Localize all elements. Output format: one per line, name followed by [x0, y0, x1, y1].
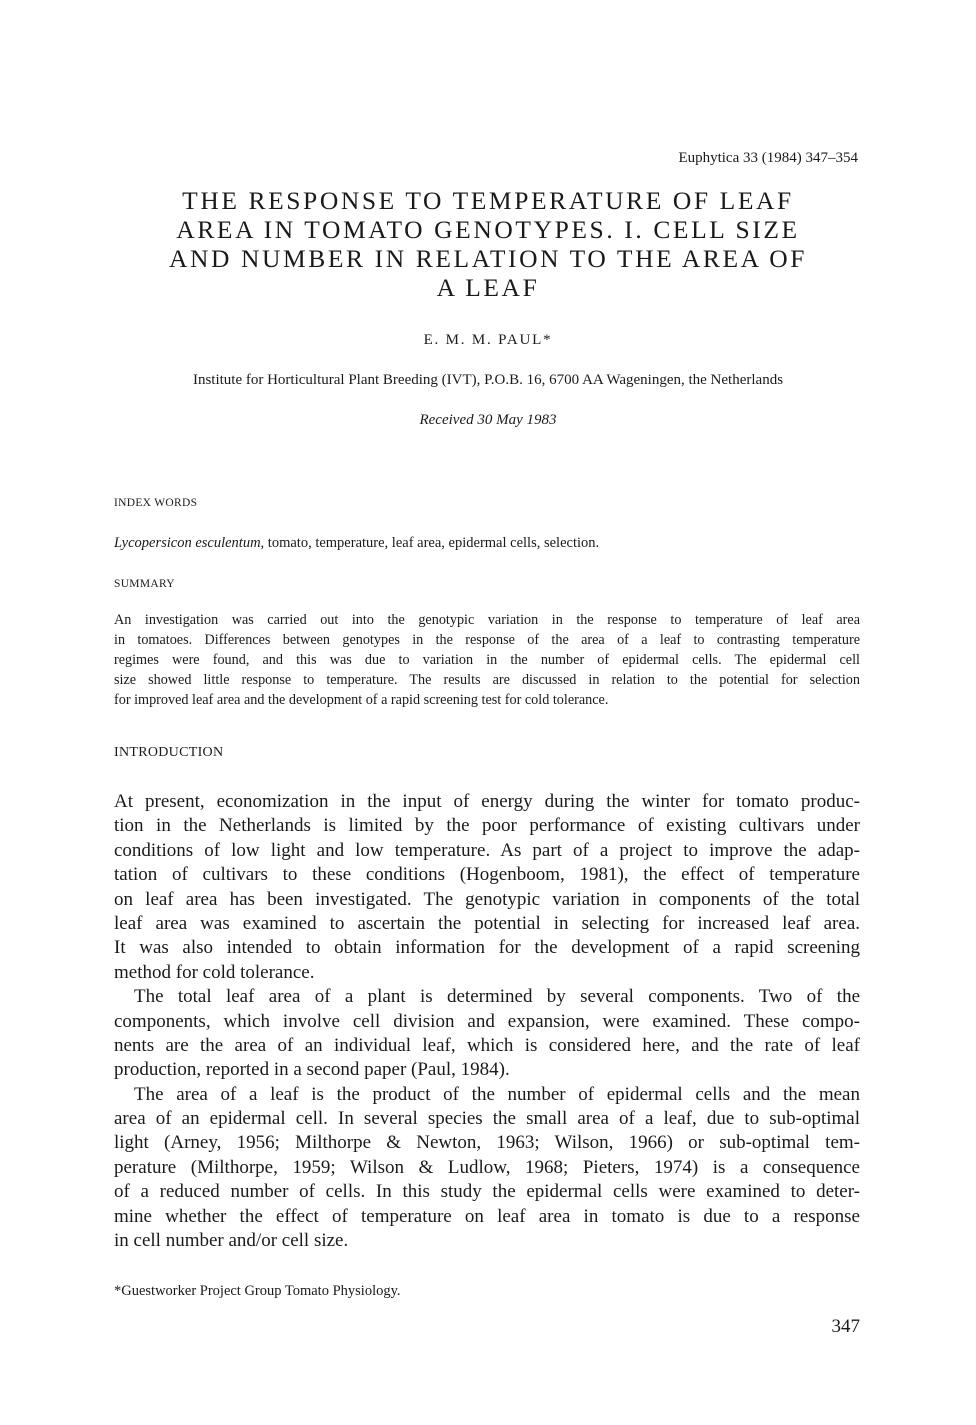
body-line: It was also intended to obtain information for the development of a rapid screening — [114, 937, 860, 959]
body-line: components, which involve cell division and expansion, were examined. These compo- — [114, 1010, 860, 1032]
body-line: area of an epidermal cell. In several species the small area of a leaf, due to sub-optimal — [114, 1108, 860, 1130]
body-line: leaf area was examined to ascertain the potential in selecting for increased leaf area. — [114, 912, 860, 934]
body-line: The total leaf area of a plant is determined by several components. Two of the — [134, 986, 860, 1008]
summary-line: size showed little response to temperature. The results are discussed in relation to the potential for selection — [114, 672, 860, 688]
body-line: in cell number and/or cell size. — [114, 1230, 349, 1252]
body-line: At present, economization in the input of energy during the winter for tomato produc- — [114, 791, 860, 812]
summary-line: for improved leaf area and the development of a rapid screening test for cold tolerance. — [114, 692, 609, 708]
paper-title — [110, 186, 866, 302]
summary-line: regimes were found, and this was due to variation in the number of epidermal cells. The epidermal cell — [114, 652, 860, 668]
body-line: production, reported in a second paper (Paul, 1984). — [114, 1059, 510, 1081]
index-words — [114, 535, 599, 552]
footnote: *Guestworker Project Group Tomato Physiology. — [114, 1283, 401, 1299]
summary-text — [114, 610, 860, 710]
title-line: AND NUMBER IN RELATION TO THE AREA OF — [168, 244, 808, 273]
body-line: on leaf area has been investigated. The genotypic variation in components of the total — [114, 888, 860, 910]
title-line: AREA IN TOMATO GENOTYPES. I. CELL SIZE — [176, 215, 800, 244]
body-line: mine whether the effect of temperature on leaf area in tomato is due to a response — [114, 1205, 860, 1227]
body-line: The area of a leaf is the product of the number of epidermal cells and the mean — [134, 1083, 860, 1105]
introduction-heading: INTRODUCTION — [114, 745, 224, 760]
received-date: Received 30 May 1983 — [419, 412, 557, 428]
page-number: 347 — [831, 1316, 860, 1337]
index-words-heading: INDEX WORDS — [114, 497, 198, 509]
title-line: A LEAF — [436, 273, 540, 302]
author: E. M. M. PAUL* — [423, 332, 553, 348]
summary-line: in tomatoes. Differences between genotypes in the response of the area of a leaf to contrasting temperature — [114, 632, 860, 648]
species-name: Lycopersicon esculentum, — [114, 535, 265, 551]
body-line: nents are the area of an individual leaf, which is considered here, and the rate of leaf — [114, 1034, 860, 1056]
body-line: perature (Milthorpe, 1959; Wilson & Ludlow, 1968; Pieters, 1974) is a consequence — [114, 1156, 860, 1178]
body-line: conditions of low light and low temperature. As part of a project to improve the adap- — [114, 839, 860, 861]
body-line: of a reduced number of cells. In this study the epidermal cells were examined to deter- — [114, 1181, 860, 1203]
title-line: THE RESPONSE TO TEMPERATURE OF LEAF — [182, 186, 794, 215]
body-line: light (Arney, 1956; Milthorpe & Newton, 1963; Wilson, 1966) or sub-optimal tem- — [114, 1132, 860, 1154]
summary-line: An investigation was carried out into the genotypic variation in the response to temperature of leaf area — [114, 612, 860, 628]
summary-heading: SUMMARY — [114, 578, 175, 590]
body-line: tion in the Netherlands is limited by the poor performance of existing cultivars under — [114, 815, 860, 837]
affiliation: Institute for Horticultural Plant Breeding (IVT), P.O.B. 16, 6700 AA Wageningen, the Netherlands — [192, 372, 784, 388]
index-words-rest: tomato, temperature, leaf area, epidermal cells, selection. — [264, 535, 600, 551]
body-line: method for cold tolerance. — [114, 961, 315, 983]
journal-reference: Euphytica 33 (1984) 347–354 — [678, 150, 858, 166]
body-line: tation of cultivars to these conditions (Hogenboom, 1981), the effect of temperature — [114, 864, 860, 886]
introduction-text — [114, 790, 860, 1253]
